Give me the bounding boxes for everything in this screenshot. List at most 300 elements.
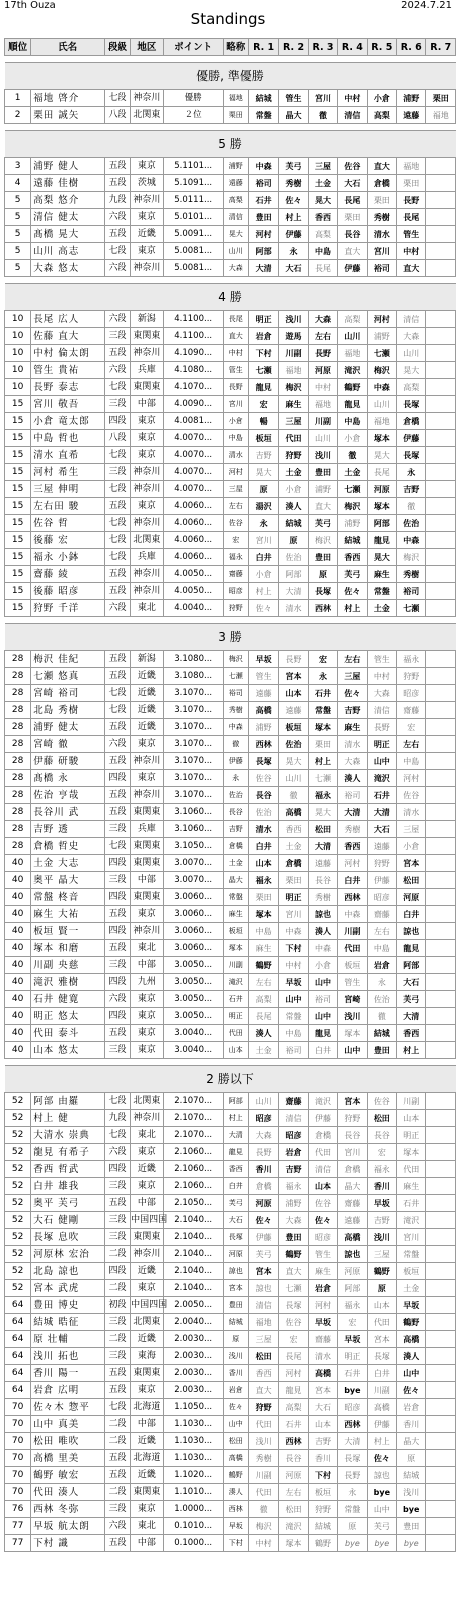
round-result-cell: 石井 bbox=[308, 685, 337, 702]
column-header: 地区 bbox=[131, 39, 164, 56]
grade-cell: 三段 bbox=[104, 872, 130, 889]
round-result-cell: 暢 bbox=[248, 413, 278, 430]
round-result-cell: 秀樹 bbox=[367, 209, 396, 226]
round-result-cell: 福地 bbox=[338, 345, 367, 362]
round-result-cell: 龍見 bbox=[248, 379, 278, 396]
abbr-cell: 山中 bbox=[223, 1416, 248, 1433]
round-result-cell: 清信 bbox=[248, 1297, 278, 1314]
points-cell: 4.1090... bbox=[163, 345, 223, 362]
round-result-cell: 大石 bbox=[367, 821, 396, 838]
rank-cell: 64 bbox=[5, 1314, 31, 1331]
grade-cell: 四段 bbox=[104, 974, 130, 991]
points-cell: 2.1070... bbox=[163, 1093, 223, 1110]
round-result-cell: 大森 bbox=[279, 1212, 308, 1229]
name-cell: 佐谷 哲 bbox=[31, 515, 105, 532]
points-cell: 4.0060... bbox=[163, 515, 223, 532]
round-result-cell: 松田 bbox=[308, 821, 337, 838]
round-result-cell: 麻生 bbox=[279, 396, 308, 413]
points-cell: 2.1060... bbox=[163, 1144, 223, 1161]
round-result-cell: 土金 bbox=[279, 464, 308, 481]
round-empty-cell bbox=[426, 396, 456, 413]
name-cell: 齋藤 綾 bbox=[31, 566, 105, 583]
points-cell: 3.0050... bbox=[163, 957, 223, 974]
name-cell: 清水 直希 bbox=[31, 447, 105, 464]
abbr-cell: 大森 bbox=[223, 260, 248, 277]
round-result-cell: 湊人 bbox=[308, 923, 337, 940]
table-row bbox=[5, 668, 456, 685]
round-empty-cell bbox=[426, 787, 456, 804]
round-result-cell: 河村 bbox=[338, 855, 367, 872]
region-cell: 東京 bbox=[131, 413, 164, 430]
name-cell: 梅沢 佳紀 bbox=[31, 651, 105, 668]
points-cell: 2.1060... bbox=[163, 1178, 223, 1195]
round-result-cell: 土金 bbox=[338, 464, 367, 481]
table-row bbox=[5, 566, 456, 583]
table-row bbox=[5, 1433, 456, 1450]
round-result-cell: 齋藤 bbox=[367, 906, 396, 923]
round-result-cell: 宏 bbox=[279, 1331, 308, 1348]
table-header bbox=[5, 39, 456, 56]
round-result-cell: 湊人 bbox=[248, 1025, 278, 1042]
rank-cell: 28 bbox=[5, 736, 31, 753]
round-empty-cell bbox=[426, 566, 456, 583]
page-title: Standings bbox=[190, 10, 266, 28]
round-result-cell: 清水 bbox=[308, 1348, 337, 1365]
grade-cell: 五段 bbox=[104, 583, 130, 600]
round-result-cell: 宏 bbox=[338, 1314, 367, 1331]
round-result-cell: 龍見 bbox=[308, 1025, 337, 1042]
region-cell: 神奈川 bbox=[131, 345, 164, 362]
round-result-cell: 宏 bbox=[248, 396, 278, 413]
table-row bbox=[5, 821, 456, 838]
grade-cell: 六段 bbox=[104, 1518, 130, 1535]
name-cell: 髙橋 永 bbox=[31, 770, 105, 787]
round-result-cell: 鶴野 bbox=[308, 1535, 337, 1552]
standings-table bbox=[4, 38, 456, 1552]
rank-cell: 10 bbox=[5, 311, 31, 328]
round-result-cell: 長塚 bbox=[338, 1450, 367, 1467]
round-result-cell: 管生 bbox=[338, 974, 367, 991]
round-empty-cell bbox=[426, 1433, 456, 1450]
name-cell: 山川 高志 bbox=[31, 243, 105, 260]
round-result-cell: 浅川 bbox=[308, 447, 337, 464]
round-result-cell: 宮本 bbox=[308, 1382, 337, 1399]
region-cell: 東京 bbox=[131, 1144, 164, 1161]
grade-cell: 三段 bbox=[104, 821, 130, 838]
table-row bbox=[5, 600, 456, 617]
round-result-cell: 明正 bbox=[397, 1127, 426, 1144]
round-result-cell: 早坂 bbox=[279, 974, 308, 991]
points-cell: 1.1030... bbox=[163, 1433, 223, 1450]
rank-cell: 10 bbox=[5, 328, 31, 345]
column-header: R. 4 bbox=[338, 39, 367, 56]
round-result-cell: 大石 bbox=[279, 260, 308, 277]
round-result-cell: 浦野 bbox=[279, 1195, 308, 1212]
rank-cell: 15 bbox=[5, 413, 31, 430]
grade-cell: 七段 bbox=[104, 838, 130, 855]
region-cell: 神奈川 bbox=[131, 90, 164, 107]
table-row bbox=[5, 940, 456, 957]
round-result-cell: 麻生 bbox=[248, 940, 278, 957]
region-cell: 中部 bbox=[131, 1195, 164, 1212]
grade-cell: 二段 bbox=[104, 1246, 130, 1263]
grade-cell: 七段 bbox=[104, 447, 130, 464]
round-empty-cell bbox=[426, 413, 456, 430]
round-result-cell: 明正 bbox=[248, 311, 278, 328]
round-result-cell: 清信 bbox=[367, 702, 396, 719]
round-result-cell: 浦野 bbox=[338, 515, 367, 532]
rank-cell: 15 bbox=[5, 583, 31, 600]
name-cell: 岩倉 広明 bbox=[31, 1382, 105, 1399]
abbr-cell: 宮本 bbox=[223, 1280, 248, 1297]
round-result-cell: 清信 bbox=[308, 1161, 337, 1178]
round-result-cell: 塚本 bbox=[308, 719, 337, 736]
round-result-cell: 宏 bbox=[367, 1144, 396, 1161]
round-result-cell: 福地 bbox=[308, 396, 337, 413]
round-result-cell: 川副 bbox=[248, 1467, 278, 1484]
round-result-cell: 永 bbox=[397, 464, 426, 481]
rank-cell: 40 bbox=[5, 991, 31, 1008]
name-cell: 北島 諒也 bbox=[31, 1263, 105, 1280]
round-result-cell: bye bbox=[367, 1535, 396, 1552]
region-cell: 兵庫 bbox=[131, 821, 164, 838]
points-cell: 3.0060... bbox=[163, 889, 223, 906]
points-cell: 2.0040... bbox=[163, 1314, 223, 1331]
grade-cell: 四段 bbox=[104, 923, 130, 940]
round-result-cell: 梅沢 bbox=[338, 498, 367, 515]
name-cell: 香西 哲武 bbox=[31, 1161, 105, 1178]
points-cell: 3.1070... bbox=[163, 702, 223, 719]
table-body bbox=[5, 56, 456, 1552]
round-result-cell: 福地 bbox=[279, 362, 308, 379]
round-empty-cell bbox=[426, 583, 456, 600]
abbr-cell: 豊田 bbox=[223, 1297, 248, 1314]
points-cell: 1.1030... bbox=[163, 1450, 223, 1467]
section-title: 優勝, 準優勝 bbox=[5, 63, 456, 90]
abbr-cell: 長塚 bbox=[223, 1229, 248, 1246]
round-empty-cell bbox=[426, 1484, 456, 1501]
name-cell: 宮川 敬吾 bbox=[31, 396, 105, 413]
points-cell: 3.1070... bbox=[163, 787, 223, 804]
table-row bbox=[5, 1093, 456, 1110]
points-cell: 5.1101... bbox=[163, 158, 223, 175]
abbr-cell: 岩倉 bbox=[223, 1382, 248, 1399]
round-result-cell: 中村 bbox=[338, 90, 367, 107]
round-result-cell: 佐治 bbox=[367, 991, 396, 1008]
round-result-cell: 山本 bbox=[248, 855, 278, 872]
name-cell: 長尾 広人 bbox=[31, 311, 105, 328]
rank-cell: 15 bbox=[5, 600, 31, 617]
round-result-cell: 中村 bbox=[308, 379, 337, 396]
round-result-cell: 宮川 bbox=[279, 906, 308, 923]
name-cell: 豊田 博史 bbox=[31, 1297, 105, 1314]
table-row bbox=[5, 855, 456, 872]
abbr-cell: 高梨 bbox=[223, 192, 248, 209]
round-result-cell: 白井 bbox=[367, 1365, 396, 1382]
round-result-cell: 豊田 bbox=[279, 1229, 308, 1246]
region-cell: 近畿 bbox=[131, 1331, 164, 1348]
table-row bbox=[5, 447, 456, 464]
region-cell: 神奈川 bbox=[131, 787, 164, 804]
round-empty-cell bbox=[426, 1399, 456, 1416]
round-result-cell: 七瀬 bbox=[248, 362, 278, 379]
name-cell: 奥平 晶大 bbox=[31, 872, 105, 889]
abbr-cell: 吉野 bbox=[223, 821, 248, 838]
round-empty-cell bbox=[426, 770, 456, 787]
round-result-cell: 板垣 bbox=[397, 1263, 426, 1280]
round-empty-cell bbox=[426, 702, 456, 719]
round-result-cell: 管生 bbox=[397, 226, 426, 243]
region-cell: 神奈川 bbox=[131, 464, 164, 481]
grade-cell: 三段 bbox=[104, 1178, 130, 1195]
round-result-cell: 土金 bbox=[397, 1280, 426, 1297]
region-cell: 東海 bbox=[131, 1348, 164, 1365]
round-result-cell: 宏 bbox=[397, 719, 426, 736]
round-result-cell: 石井 bbox=[397, 1195, 426, 1212]
round-result-cell: 原 bbox=[279, 532, 308, 549]
table-row bbox=[5, 481, 456, 498]
grade-cell: 七段 bbox=[104, 379, 130, 396]
rank-cell: 40 bbox=[5, 957, 31, 974]
points-cell: 4.1100... bbox=[163, 328, 223, 345]
table-row bbox=[5, 1365, 456, 1382]
grade-cell: 五段 bbox=[104, 651, 130, 668]
points-cell: 4.0090... bbox=[163, 396, 223, 413]
round-result-cell: 香西 bbox=[308, 209, 337, 226]
rank-cell: 52 bbox=[5, 1093, 31, 1110]
grade-cell: 三段 bbox=[104, 1229, 130, 1246]
region-cell: 東京 bbox=[131, 1178, 164, 1195]
round-result-cell: 代田 bbox=[308, 1144, 337, 1161]
round-result-cell: 山川 bbox=[338, 328, 367, 345]
section-title: 3 勝 bbox=[5, 624, 456, 651]
abbr-cell: 松田 bbox=[223, 1433, 248, 1450]
rank-cell: 15 bbox=[5, 549, 31, 566]
round-result-cell: 佐谷 bbox=[248, 770, 278, 787]
name-cell: 代田 泰斗 bbox=[31, 1025, 105, 1042]
name-cell: 中島 哲也 bbox=[31, 430, 105, 447]
region-cell: 東北 bbox=[131, 1518, 164, 1535]
round-result-cell: 河村 bbox=[397, 770, 426, 787]
round-result-cell: 結城 bbox=[248, 90, 278, 107]
name-cell: 代田 湊人 bbox=[31, 1484, 105, 1501]
round-result-cell: 松田 bbox=[397, 872, 426, 889]
column-header: R. 2 bbox=[279, 39, 308, 56]
name-cell: 大清水 崇典 bbox=[31, 1127, 105, 1144]
round-result-cell: 福永 bbox=[367, 1161, 396, 1178]
round-result-cell: 永 bbox=[367, 974, 396, 991]
round-result-cell: 小倉 bbox=[338, 430, 367, 447]
abbr-cell: 宏 bbox=[223, 532, 248, 549]
round-result-cell: 諒也 bbox=[338, 1246, 367, 1263]
region-cell: 東京 bbox=[131, 209, 164, 226]
region-cell: 東関東 bbox=[131, 328, 164, 345]
round-result-cell: 滝沢 bbox=[367, 770, 396, 787]
round-result-cell: 三屋 bbox=[397, 821, 426, 838]
abbr-cell: 麻生 bbox=[223, 906, 248, 923]
points-cell: 3.1080... bbox=[163, 668, 223, 685]
table-row bbox=[5, 702, 456, 719]
points-cell: 4.0040... bbox=[163, 600, 223, 617]
rank-cell: 10 bbox=[5, 379, 31, 396]
region-cell: 東北 bbox=[131, 940, 164, 957]
round-empty-cell bbox=[426, 1144, 456, 1161]
round-result-cell: 宮本 bbox=[338, 1093, 367, 1110]
round-result-cell: 土金 bbox=[308, 175, 337, 192]
rank-cell: 5 bbox=[5, 260, 31, 277]
round-result-cell: 秀樹 bbox=[279, 175, 308, 192]
round-result-cell: 浅川 bbox=[248, 1433, 278, 1450]
round-result-cell: 清信 bbox=[338, 107, 367, 124]
region-cell: 近畿 bbox=[131, 1433, 164, 1450]
round-result-cell: 永 bbox=[308, 668, 337, 685]
name-cell: 白井 雄我 bbox=[31, 1178, 105, 1195]
round-result-cell: 高橋 bbox=[279, 804, 308, 821]
grade-cell: 四段 bbox=[104, 889, 130, 906]
table-row bbox=[5, 1399, 456, 1416]
round-result-cell: 晶大 bbox=[338, 1178, 367, 1195]
round-result-cell: 中村 bbox=[279, 957, 308, 974]
round-result-cell: 晃大 bbox=[308, 804, 337, 821]
column-header: ポイント bbox=[163, 39, 223, 56]
round-result-cell: 諒也 bbox=[367, 1467, 396, 1484]
round-result-cell: 左右 bbox=[367, 923, 396, 940]
round-empty-cell bbox=[426, 821, 456, 838]
round-empty-cell bbox=[426, 1416, 456, 1433]
round-result-cell: 福永 bbox=[279, 1178, 308, 1195]
round-result-cell: 直大 bbox=[367, 158, 396, 175]
round-result-cell: 三屋 bbox=[308, 158, 337, 175]
round-empty-cell bbox=[426, 855, 456, 872]
round-result-cell: 麻生 bbox=[338, 719, 367, 736]
name-cell: 三屋 伸明 bbox=[31, 481, 105, 498]
grade-cell: 三段 bbox=[104, 1501, 130, 1518]
rank-cell: 64 bbox=[5, 1297, 31, 1314]
round-result-cell: 原 bbox=[338, 1518, 367, 1535]
round-result-cell: 石井 bbox=[367, 787, 396, 804]
round-result-cell: 永 bbox=[279, 243, 308, 260]
round-result-cell: 長谷 bbox=[338, 226, 367, 243]
round-result-cell: 中森 bbox=[279, 923, 308, 940]
grade-cell: 七段 bbox=[104, 532, 130, 549]
round-result-cell: 小倉 bbox=[397, 838, 426, 855]
round-result-cell: 晃大 bbox=[248, 464, 278, 481]
round-result-cell: 浦野 bbox=[397, 90, 426, 107]
rank-cell: 70 bbox=[5, 1450, 31, 1467]
name-cell: 浅川 拓也 bbox=[31, 1348, 105, 1365]
round-empty-cell bbox=[426, 430, 456, 447]
abbr-cell: 早坂 bbox=[223, 1518, 248, 1535]
name-cell: 佐々木 惣平 bbox=[31, 1399, 105, 1416]
rank-cell: 10 bbox=[5, 345, 31, 362]
round-result-cell: 西林 bbox=[338, 889, 367, 906]
round-result-cell: 吉野 bbox=[367, 1212, 396, 1229]
round-result-cell: 遠藤 bbox=[397, 107, 426, 124]
grade-cell: 三段 bbox=[104, 1314, 130, 1331]
abbr-cell: 諒也 bbox=[223, 1263, 248, 1280]
round-result-cell: 西林 bbox=[248, 736, 278, 753]
round-result-cell: 高梨 bbox=[397, 379, 426, 396]
abbr-cell: 直大 bbox=[223, 328, 248, 345]
name-cell: 阿部 由羅 bbox=[31, 1093, 105, 1110]
round-result-cell: 阿部 bbox=[397, 957, 426, 974]
name-cell: 佐治 亨哉 bbox=[31, 787, 105, 804]
abbr-cell: 七瀬 bbox=[223, 668, 248, 685]
abbr-cell: 代田 bbox=[223, 1025, 248, 1042]
rank-cell: 40 bbox=[5, 1042, 31, 1059]
round-result-cell: 阿部 bbox=[367, 515, 396, 532]
grade-cell: 四段 bbox=[104, 1008, 130, 1025]
abbr-cell: 滝沢 bbox=[223, 974, 248, 991]
rank-cell: 28 bbox=[5, 838, 31, 855]
column-header: R. 6 bbox=[397, 39, 426, 56]
name-cell: 川副 央慈 bbox=[31, 957, 105, 974]
round-result-cell: 高梨 bbox=[367, 107, 396, 124]
table-row bbox=[5, 430, 456, 447]
grade-cell: 五段 bbox=[104, 1467, 130, 1484]
abbr-cell: 中森 bbox=[223, 719, 248, 736]
points-cell: 4.0070... bbox=[163, 464, 223, 481]
table-row bbox=[5, 464, 456, 481]
round-result-cell: 松田 bbox=[248, 1348, 278, 1365]
round-result-cell: 齋藤 bbox=[308, 1331, 337, 1348]
round-result-cell: bye bbox=[397, 1535, 426, 1552]
round-result-cell: 長野 bbox=[367, 719, 396, 736]
points-cell: 2.1050... bbox=[163, 1195, 223, 1212]
round-result-cell: 山中 bbox=[367, 753, 396, 770]
name-cell: 七瀬 悠真 bbox=[31, 668, 105, 685]
round-result-cell: 管生 bbox=[367, 651, 396, 668]
round-result-cell: 土金 bbox=[367, 600, 396, 617]
round-empty-cell bbox=[426, 1025, 456, 1042]
abbr-cell: 河原 bbox=[223, 1246, 248, 1263]
round-result-cell: 原 bbox=[308, 566, 337, 583]
name-cell: 下村 識 bbox=[31, 1535, 105, 1552]
rank-cell: 28 bbox=[5, 753, 31, 770]
abbr-cell: 遠藤 bbox=[223, 175, 248, 192]
round-result-cell: 狩野 bbox=[397, 668, 426, 685]
round-result-cell: 浅川 bbox=[279, 311, 308, 328]
round-result-cell: 佐治 bbox=[248, 804, 278, 821]
round-empty-cell bbox=[426, 1450, 456, 1467]
event-name: 17th Ouza bbox=[4, 0, 56, 11]
round-result-cell: 長谷 bbox=[338, 1127, 367, 1144]
round-result-cell: 白井 bbox=[248, 549, 278, 566]
name-cell: 後藤 昭彦 bbox=[31, 583, 105, 600]
abbr-cell: 川副 bbox=[223, 957, 248, 974]
points-cell: 2.1070... bbox=[163, 1127, 223, 1144]
column-header: R. 7 bbox=[426, 39, 456, 56]
grade-cell: 三段 bbox=[104, 1348, 130, 1365]
round-result-cell: 狩野 bbox=[308, 1501, 337, 1518]
round-result-cell: 西林 bbox=[308, 600, 337, 617]
round-result-cell: 福地 bbox=[367, 413, 396, 430]
round-result-cell: 高橋 bbox=[367, 1399, 396, 1416]
grade-cell: 六段 bbox=[104, 260, 130, 277]
round-result-cell: 佐谷 bbox=[338, 158, 367, 175]
round-result-cell: 倉橋 bbox=[338, 1161, 367, 1178]
name-cell: 中村 倫太朗 bbox=[31, 345, 105, 362]
abbr-cell: 高橋 bbox=[223, 1450, 248, 1467]
round-result-cell: 河原 bbox=[367, 481, 396, 498]
region-cell: 近畿 bbox=[131, 226, 164, 243]
round-result-cell: 長塚 bbox=[279, 1297, 308, 1314]
points-cell: 3.0070... bbox=[163, 855, 223, 872]
grade-cell: 二段 bbox=[104, 1416, 130, 1433]
round-empty-cell bbox=[426, 158, 456, 175]
round-result-cell: 清水 bbox=[338, 736, 367, 753]
round-result-cell: 中島 bbox=[248, 923, 278, 940]
